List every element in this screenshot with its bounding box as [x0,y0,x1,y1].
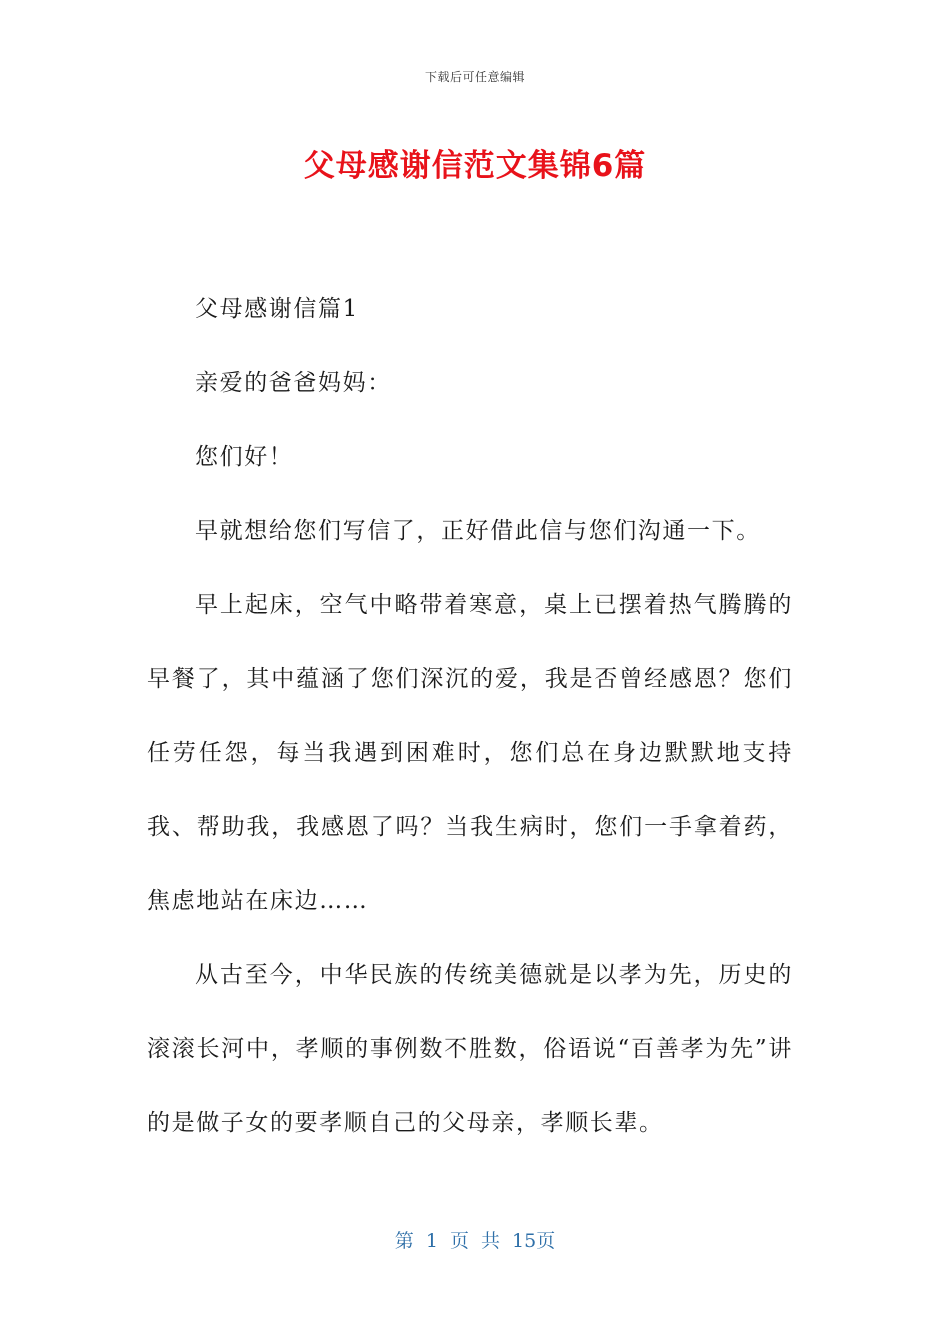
page-number: 第 1 页 共 15页 [394,1230,556,1252]
document-body [147,272,793,1160]
body-paragraph: 从古至今，中华民族的传统美德就是以孝为先，历史的滚滚长河中，孝顺的事例数不胜数，俗语说“百善孝为先”讲的是做子女的要孝顺自己的父母亲，孝顺长辈。 [147,962,793,1136]
greeting: 您们好！ [195,444,294,470]
page-header: 下载后可任意编辑 [424,70,525,84]
body-paragraph: 早就想给您们写信了，正好借此信与您们沟通一下。 [195,518,761,544]
section-heading: 父母感谢信篇1 [195,296,359,322]
body-paragraph: 早上起床，空气中略带着寒意，桌上已摆着热气腾腾的早餐了，其中蕴涵了您们深沉的爱，我是否曾经感恩？您们任劳任怨，每当我遇到困难时，您们总在身边默默地支持我、帮助我，我感恩了吗？当我生病时，您们一手拿着药，焦虑地站在床边…… [147,592,793,914]
salutation: 亲爱的爸爸妈妈： [195,370,392,396]
document-title: 父母感谢信范文集锦6篇 [303,148,647,184]
